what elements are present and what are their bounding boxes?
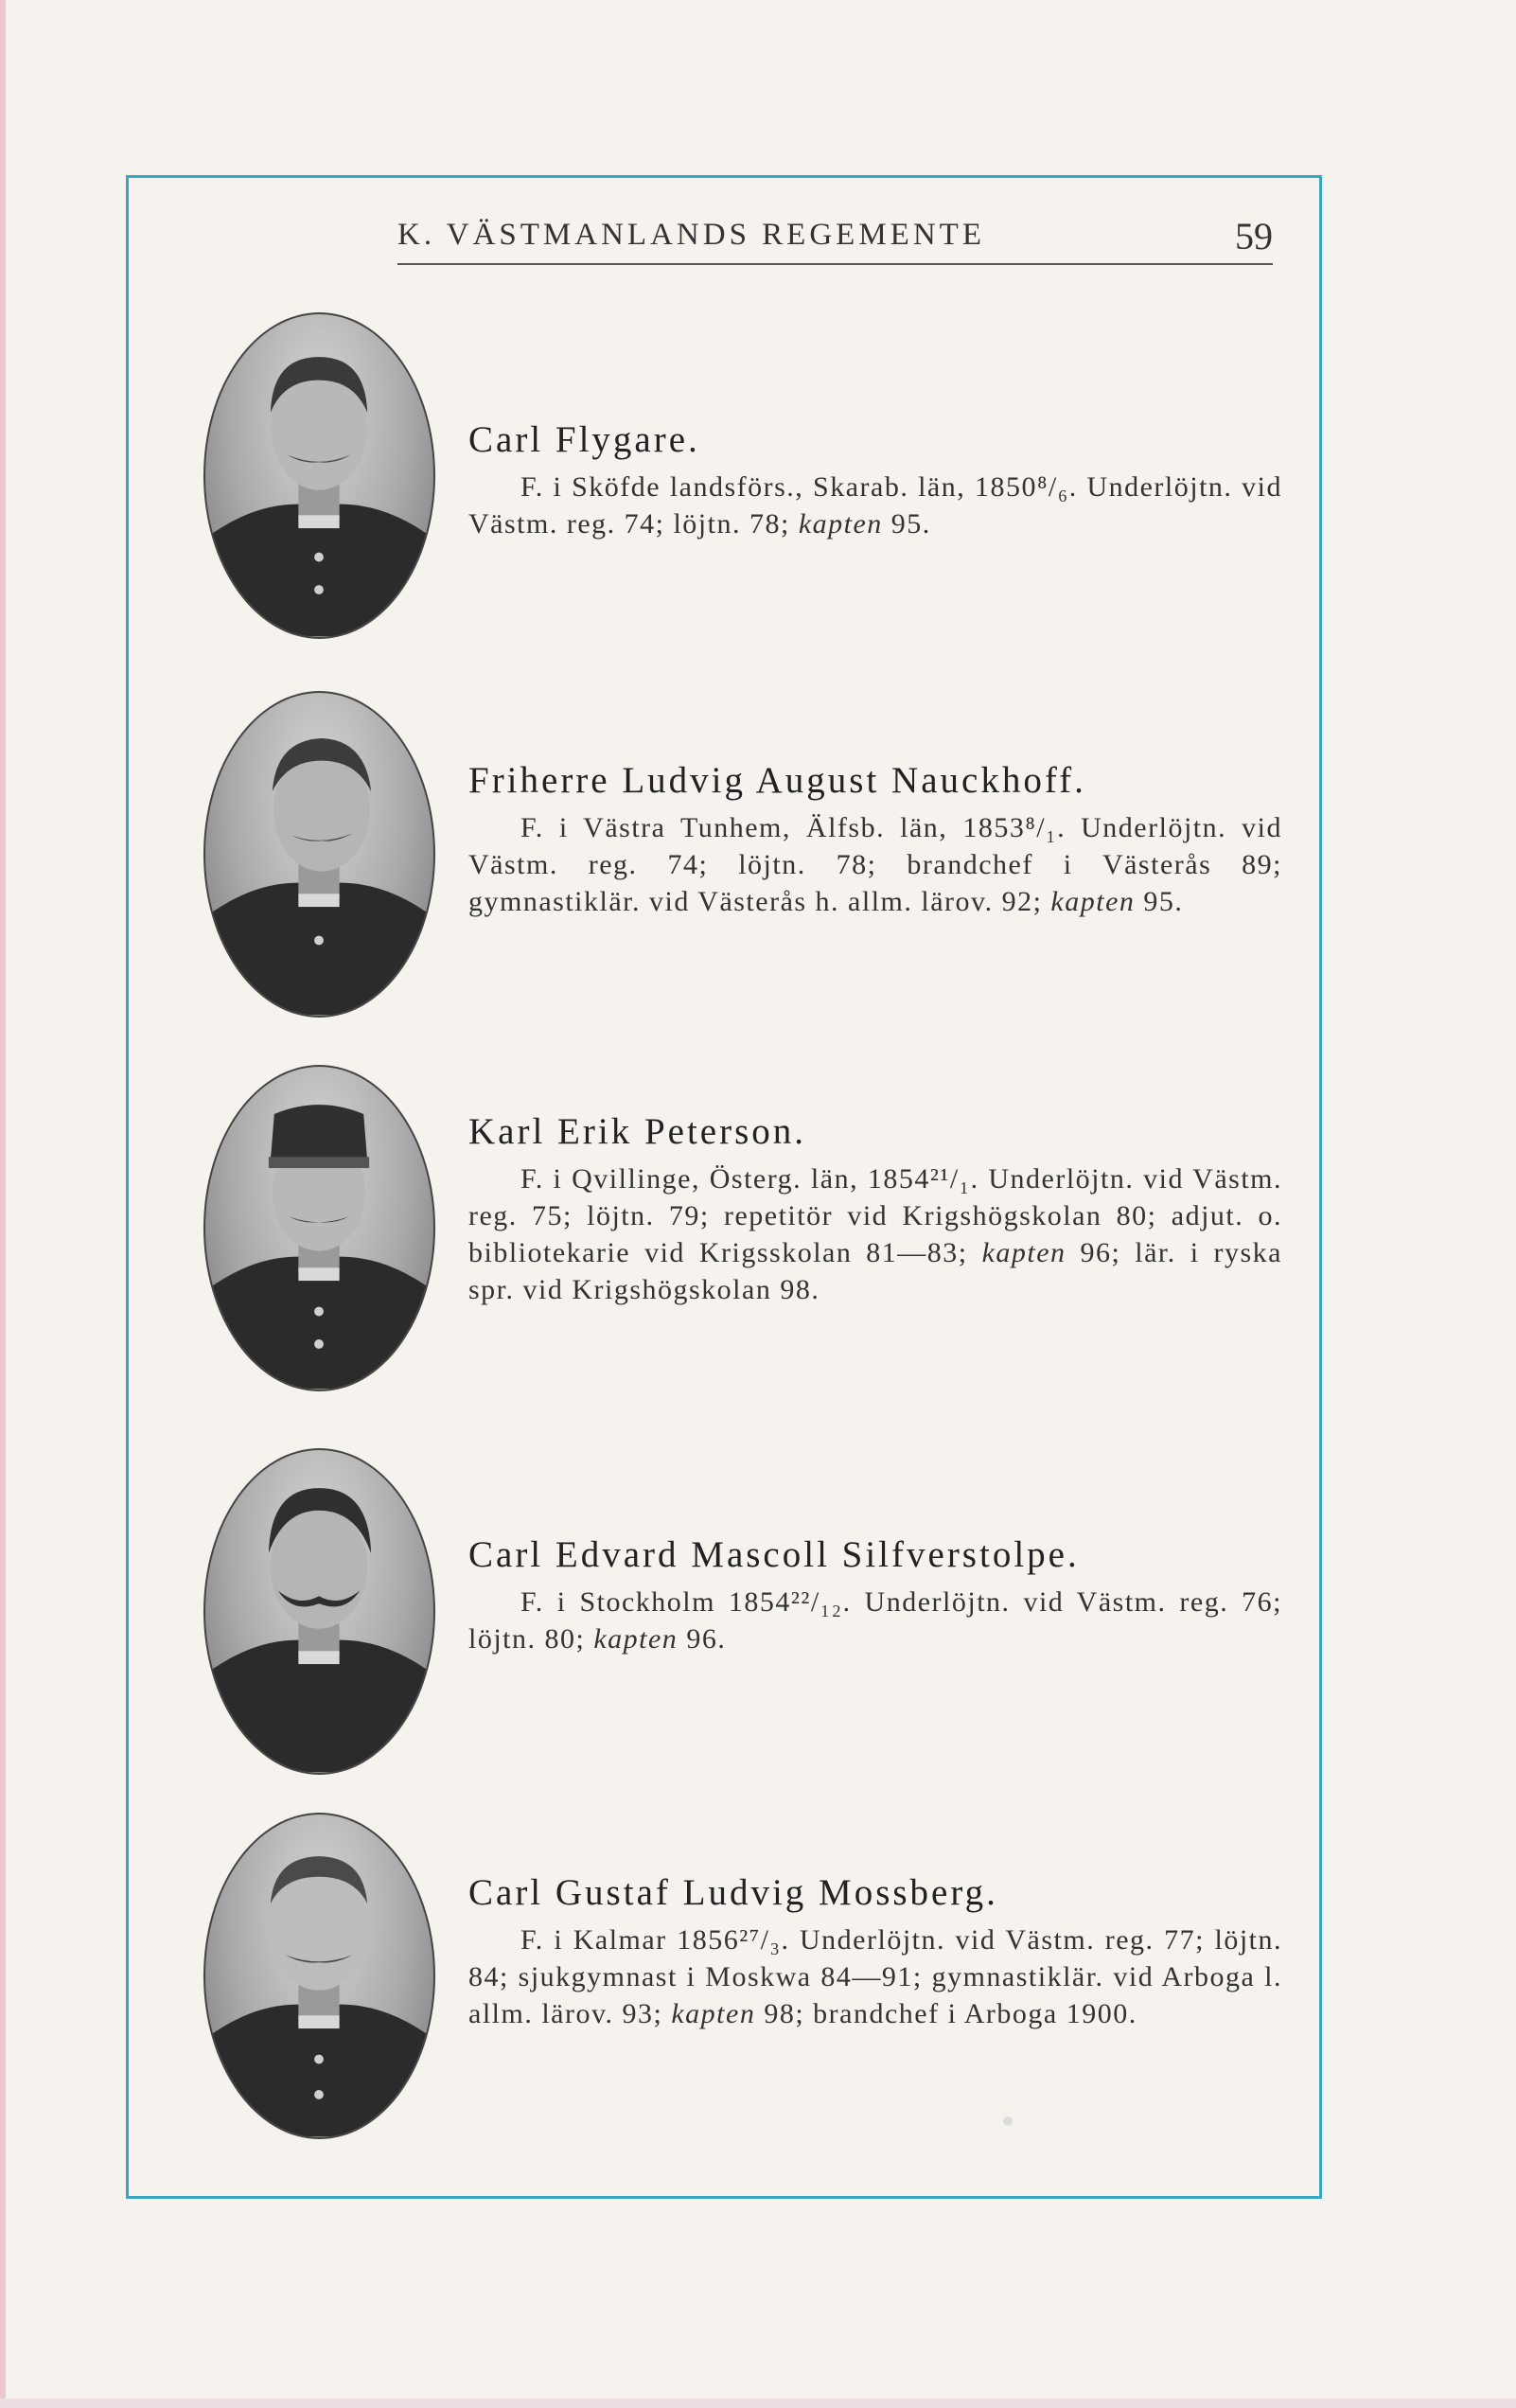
bio-text-end: 96. [678, 1623, 727, 1655]
page-edge-bottom [0, 2399, 1516, 2408]
running-head-title: K. VÄSTMANLANDS REGEMENTE [397, 218, 985, 252]
entry-name: Friherre Ludvig August Nauckhoff. [468, 760, 1086, 801]
bio-rank: kapten [1050, 886, 1136, 917]
entry-text [468, 1871, 1282, 2032]
entry-bio [468, 1584, 1282, 1657]
bio-text: F. i Qvillinge, Österg. län, 1854²¹/₁. Underlöjtn. vid Västm. reg. 75; löjtn. 79; repetitör vid Krigshögskolan 80; adjut. o. bibliotekarie vid Krigsskolan 81—83; [468, 1163, 1282, 1268]
bio-rank: kapten [593, 1623, 679, 1655]
bio-text-end: 95. [882, 508, 931, 540]
portrait-illustration [205, 693, 433, 1016]
entry-name: Carl Flygare. [468, 419, 700, 460]
running-head [397, 216, 1273, 265]
entry-bio [468, 1921, 1282, 2032]
portrait-image [203, 691, 435, 1018]
entry-text [468, 1533, 1282, 1657]
portrait-illustration [205, 1815, 433, 2137]
entry-name: Carl Gustaf Ludvig Mossberg. [468, 1872, 998, 1913]
bio-rank: kapten [981, 1237, 1066, 1268]
entry [203, 1448, 1282, 1789]
entry-bio [468, 469, 1282, 542]
entry [203, 1065, 1282, 1406]
entry-text [468, 1110, 1282, 1308]
entry-text [468, 418, 1282, 542]
entry-name: Karl Erik Peterson. [468, 1111, 807, 1152]
portrait-illustration [205, 1450, 433, 1773]
bio-rank: kapten [671, 1998, 756, 2029]
bio-text: F. i Stockholm 1854²²/₁₂. Underlöjtn. vid Västm. reg. 76; löjtn. 80; [468, 1586, 1282, 1655]
bio-text: F. i Kalmar 1856²⁷/₃. Underlöjtn. vid Västm. reg. 77; löjtn. 84; sjukgymnast i Moskwa 84—91; gymnastiklär. vid Arboga l. allm. lärov. 93; [468, 1924, 1282, 2029]
entry-bio [468, 1160, 1282, 1308]
page-edge [0, 0, 6, 2408]
entry [203, 691, 1282, 1032]
bio-rank: kapten [798, 508, 883, 540]
entry [203, 1813, 1282, 2153]
bio-text-end: 96; lär. i ryska spr. vid Krigshögskolan 98. [468, 1237, 1282, 1305]
bio-text-end: 98; brandchef i Arboga 1900. [755, 1998, 1137, 2029]
portrait-illustration [205, 1067, 433, 1390]
entry-bio [468, 809, 1282, 920]
entry [203, 312, 1282, 653]
portrait-image [203, 1813, 435, 2139]
portrait-illustration [205, 314, 433, 637]
entry-name: Carl Edvard Mascoll Silfverstolpe. [468, 1534, 1080, 1575]
paper-speck [1003, 2116, 1013, 2126]
bio-text-end: 95. [1135, 886, 1184, 917]
page-number: 59 [1235, 215, 1273, 257]
bio-text: F. i Västra Tunhem, Älfsb. län, 1853⁸/₁. Underlöjtn. vid Västm. reg. 74; löjtn. 78; brandchef i Västerås 89; gymnastiklär. vid Västerås h. allm. lärov. 92; [468, 812, 1282, 917]
portrait-image [203, 312, 435, 639]
entry-text [468, 759, 1282, 920]
portrait-image [203, 1448, 435, 1775]
portrait-image [203, 1065, 435, 1391]
bio-text: F. i Sköfde landsförs., Skarab. län, 1850⁸/₆. Underlöjtn. vid Västm. reg. 74; löjtn. 78; [468, 471, 1282, 540]
